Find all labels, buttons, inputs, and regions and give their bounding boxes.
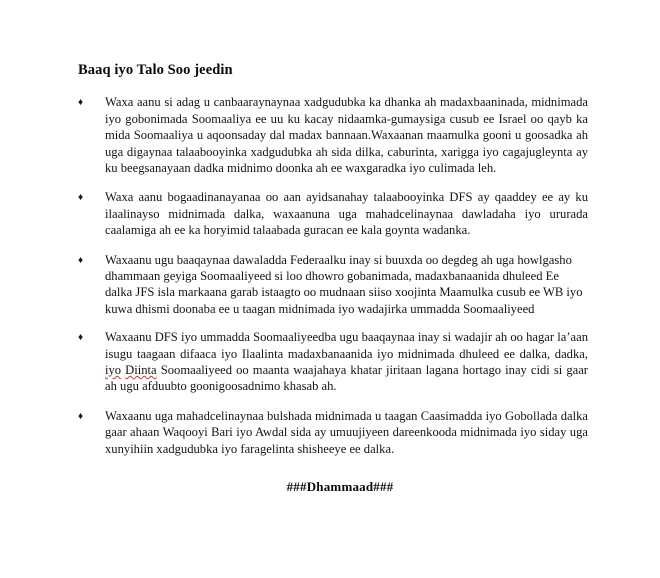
diamond-bullet-icon: ♦ <box>78 97 84 109</box>
paragraph-text: Waxa aanu bogaadinanayanaa oo aan ayidsanahay talaabooyinka DFS ay qaaddey ee ay ku ilaalinayso midnimada dalka, waxaanuna uga mahadcelinaynaa dawladaha iyo ururada caalamiga ah ee ka horyimid talaabada guracan ee kala goynta wadanka. <box>105 190 588 238</box>
list-item <box>78 252 588 318</box>
paragraph-text: Waxa aanu si adag u canbaaraynaynaa xadgudubka ka dhanka ah madaxbaaninada, midnimada iyo gobonimada Soomaaliya ee uu ku kacay nidaamka-gumaysiga cusub ee Israel oo qayb ka mida Soomaaliya u aqoonsaday dal madax bannaan.Waxaanan maamulka gooni u goosadka ah uga digaynaa talaabooyinka xadgudubka ah sida dilka, caburinta, xarigga iyo cagajugleynta ay ku beegsanayaan dadka midnimo doonka ah ee waxgaradka iyo culimada leh. <box>105 95 588 176</box>
paragraph-text: Waxaanu ugu baaqaynaa dawaladda Federaalku inay si buuxda oo degdeg ah uga howlgasho dhammaan geyiga Soomaaliyeed si loo dhowro gobanimada, madaxbanaanida dhuleed Ee dalka JFS isla markaana garab istaagto oo mudnaan siiso xoojinta Maamulka cusub ee WB iyo kuwa dhismi doonaba ee u taagan midnimada iyo wadajirka ummadda Soomaaliyeed <box>105 252 583 316</box>
list-item <box>78 408 588 457</box>
page-title: Baaq iyo Talo Soo jeedin <box>78 62 233 78</box>
spellcheck-error-word: Diinta <box>125 363 157 378</box>
statement-bullet-list <box>78 94 588 457</box>
spellcheck-error-word: iyo <box>105 363 122 378</box>
diamond-bullet-icon: ♦ <box>78 192 84 204</box>
diamond-bullet-icon: ♦ <box>78 410 84 422</box>
paragraph-text-with-spellcheck: Waxaanu DFS iyo ummadda Soomaaliyeedba ugu baaqaynaa inay si wadajir ah oo hagar la’aan isugu taagaan difaaca iyo Ilaalinta madaxbanaanida iyo midnimada dhuleed ee dalka, dadka, iyo Diinta Soomaaliyeed oo maanta waajahaya khatar jiritaan lagana hortago inay cidi si gaar ah ugu afduubto goonigoosadnimo khasab ah. <box>105 330 588 394</box>
list-item <box>78 189 588 238</box>
diamond-bullet-icon: ♦ <box>78 254 84 266</box>
document-footer: ###Dhammaad### <box>286 479 394 495</box>
list-item <box>78 329 588 395</box>
diamond-bullet-icon: ♦ <box>78 332 84 344</box>
paragraph-text: Waxaanu uga mahadcelinaynaa bulshada midnimada u taagan Caasimadda iyo Gobollada dalka gaar ahaan Waqooyi Bari iyo Awdal sida ay umuujiyeen dareenkooda midnimada iyo siday uga xunyihiin xadgudubka iyo faragelinta shisheeye ee dalka. <box>105 408 588 456</box>
list-item <box>78 94 588 176</box>
document-body <box>78 62 588 495</box>
